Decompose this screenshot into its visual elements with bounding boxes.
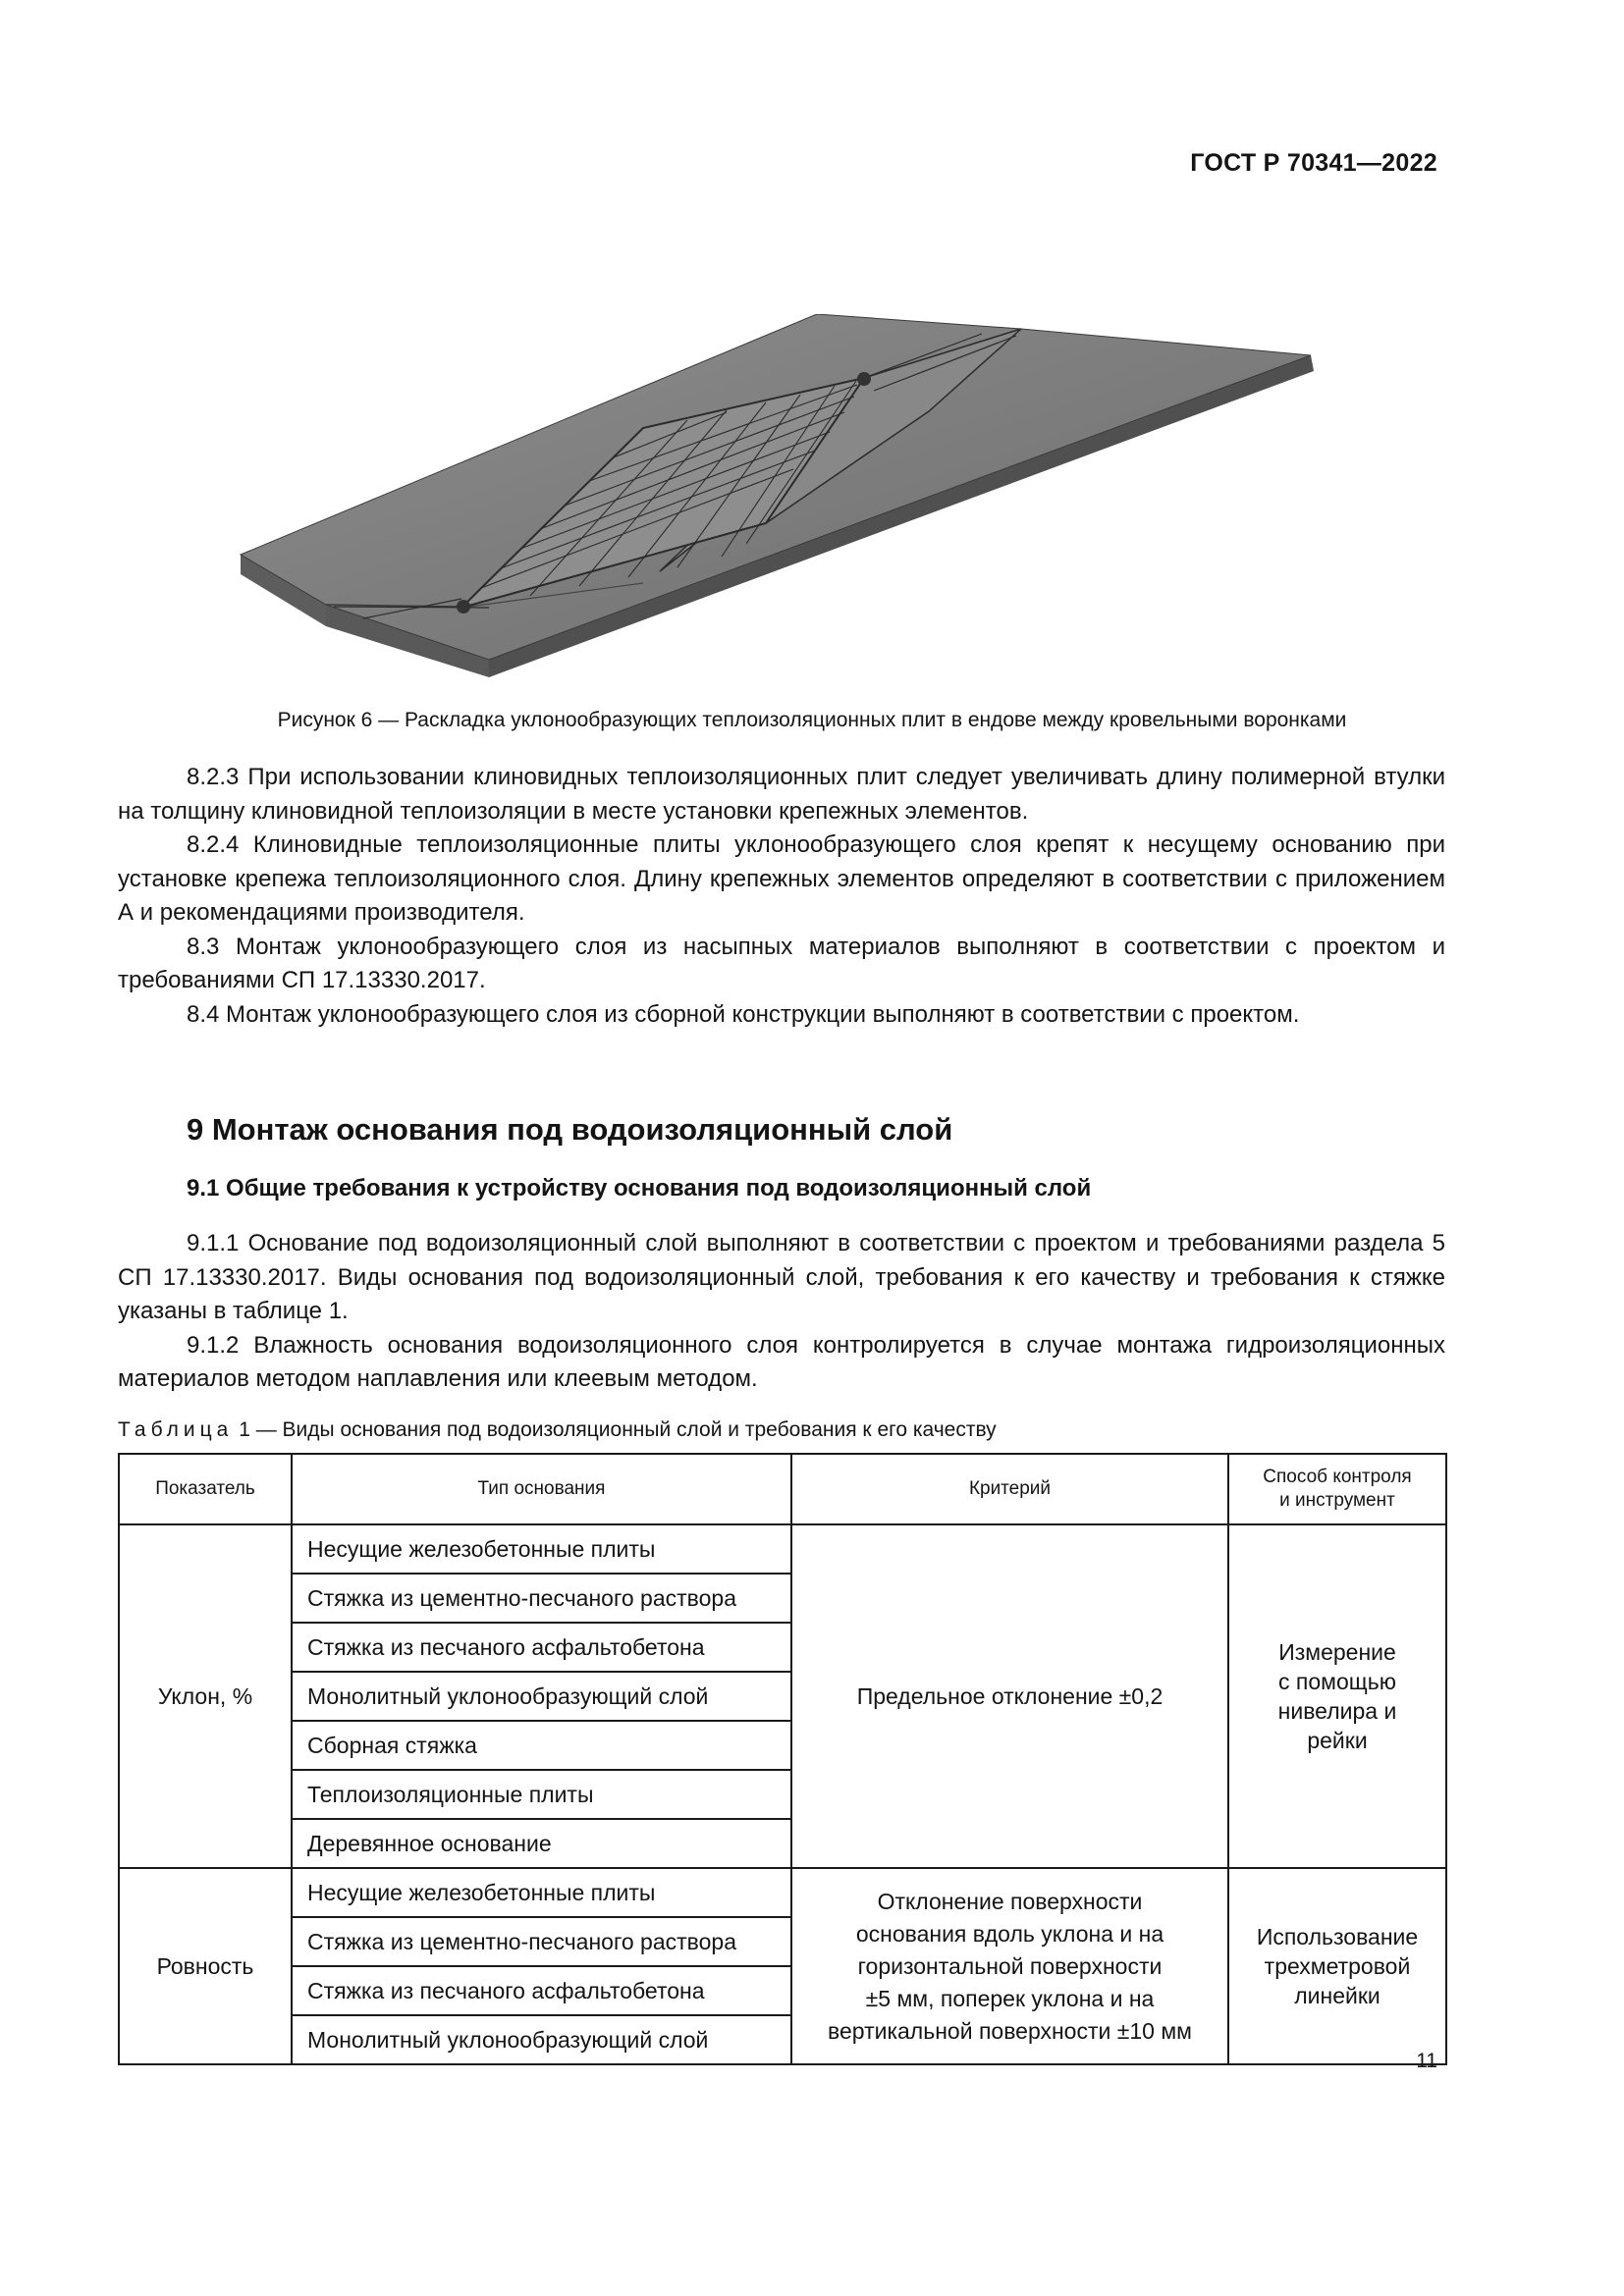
paragraph-9-1-2: 9.1.2 Влажность основания водоизоляционного слоя контролируется в случае монтажа гидроизоляционных материалов методом наплавления или клеевым методом. (118, 1331, 1445, 1392)
base-type-cell: Монолитный уклонообразующий слой (292, 1672, 791, 1721)
header-indicator: Показатель (119, 1454, 292, 1524)
roof-drain-left-icon (457, 600, 470, 614)
base-type-cell: Несущие железобетонные плиты (292, 1524, 791, 1574)
criterion-flatness: Отклонение поверхности основания вдоль уклона и на горизонтальной поверхности ±5 мм, поперек уклона и на вертикальной поверхности ±10 мм (791, 1868, 1228, 2064)
header-base-type: Тип основания (292, 1454, 791, 1524)
header-criterion: Критерий (791, 1454, 1228, 1524)
paragraph-9-1-1: 9.1.1 Основание под водоизоляционный слой выполняют в соответствии с проектом и требованиями раздела 5 СП 17.13330.2017. Виды основания под водоизоляционный слой, требования к его качеству и требования к стяжке указаны в таблице 1. (118, 1230, 1445, 1324)
top-paragraphs (118, 761, 1445, 1032)
base-type-cell: Несущие железобетонные плиты (292, 1868, 791, 1917)
document-code: ГОСТ Р 70341—2022 (1190, 149, 1437, 177)
table-caption-title: 1 — Виды основания под водоизоляционный слой и требования к его качеству (239, 1418, 997, 1441)
roof-valley-figure (236, 314, 1326, 687)
indicator-flatness: Ровность (119, 1868, 292, 2064)
figure-caption: Рисунок 6 — Раскладка уклонообразующих теплоизоляционных плит в ендове между кровельными воронками (277, 709, 1347, 731)
base-type-cell: Монолитный уклонообразующий слой (292, 2015, 791, 2064)
table-header-row (119, 1454, 1446, 1524)
paragraph-8-3: 8.3 Монтаж уклонообразующего слоя из насыпных материалов выполняют в соответствии с проектом и требованиями СП 17.13330.2017. (118, 933, 1445, 993)
base-type-cell: Деревянное основание (292, 1819, 791, 1868)
section-paragraphs (118, 1227, 1445, 1397)
criterion-slope: Предельное отклонение ±0,2 (791, 1524, 1228, 1868)
roof-drain-right-icon (857, 372, 871, 386)
table-caption-label: Таблица (118, 1418, 234, 1441)
paragraph-8-2-4: 8.2.4 Клиновидные теплоизоляционные плиты уклонообразующего слоя крепят к несущему основанию при установке крепежа теплоизоляционного слоя. Длину крепежных элементов определяют в соответствии с приложением А и рекомендациями производителя. (118, 831, 1445, 926)
base-type-cell: Теплоизоляционные плиты (292, 1770, 791, 1819)
section-9-heading: 9 Монтаж основания под водоизоляционный слой (187, 1112, 953, 1147)
control-slope: Измерение с помощью нивелира и рейки (1228, 1524, 1446, 1868)
base-types-table (118, 1453, 1447, 2065)
page-number: 11 (1416, 2050, 1437, 2072)
subsection-9-1-heading: 9.1 Общие требования к устройству основания под водоизоляционный слой (187, 1175, 1092, 1201)
base-type-cell: Сборная стяжка (292, 1721, 791, 1770)
table-caption (118, 1418, 997, 1442)
paragraph-8-4: 8.4 Монтаж уклонообразующего слоя из сборной конструкции выполняют в соответствии с проектом. (187, 1000, 1300, 1028)
control-flatness: Использование трехметровой линейки (1228, 1868, 1446, 2064)
header-control-method: Способ контроля и инструмент (1228, 1454, 1446, 1524)
roof-valley-illustration (236, 314, 1326, 687)
indicator-slope: Уклон, % (119, 1524, 292, 1868)
paragraph-8-2-3: 8.2.3 При использовании клиновидных теплоизоляционных плит следует увеличивать длину полимерной втулки на толщину клиновидной теплоизоляции в месте установки крепежных элементов. (118, 764, 1445, 825)
table-row (119, 1868, 1446, 1917)
base-type-cell: Стяжка из цементно-песчаного раствора (292, 1917, 791, 1966)
table-row (119, 1524, 1446, 1574)
base-type-cell: Стяжка из песчаного асфальтобетона (292, 1966, 791, 2015)
base-type-cell: Стяжка из песчаного асфальтобетона (292, 1623, 791, 1672)
base-type-cell: Стяжка из цементно-песчаного раствора (292, 1574, 791, 1623)
